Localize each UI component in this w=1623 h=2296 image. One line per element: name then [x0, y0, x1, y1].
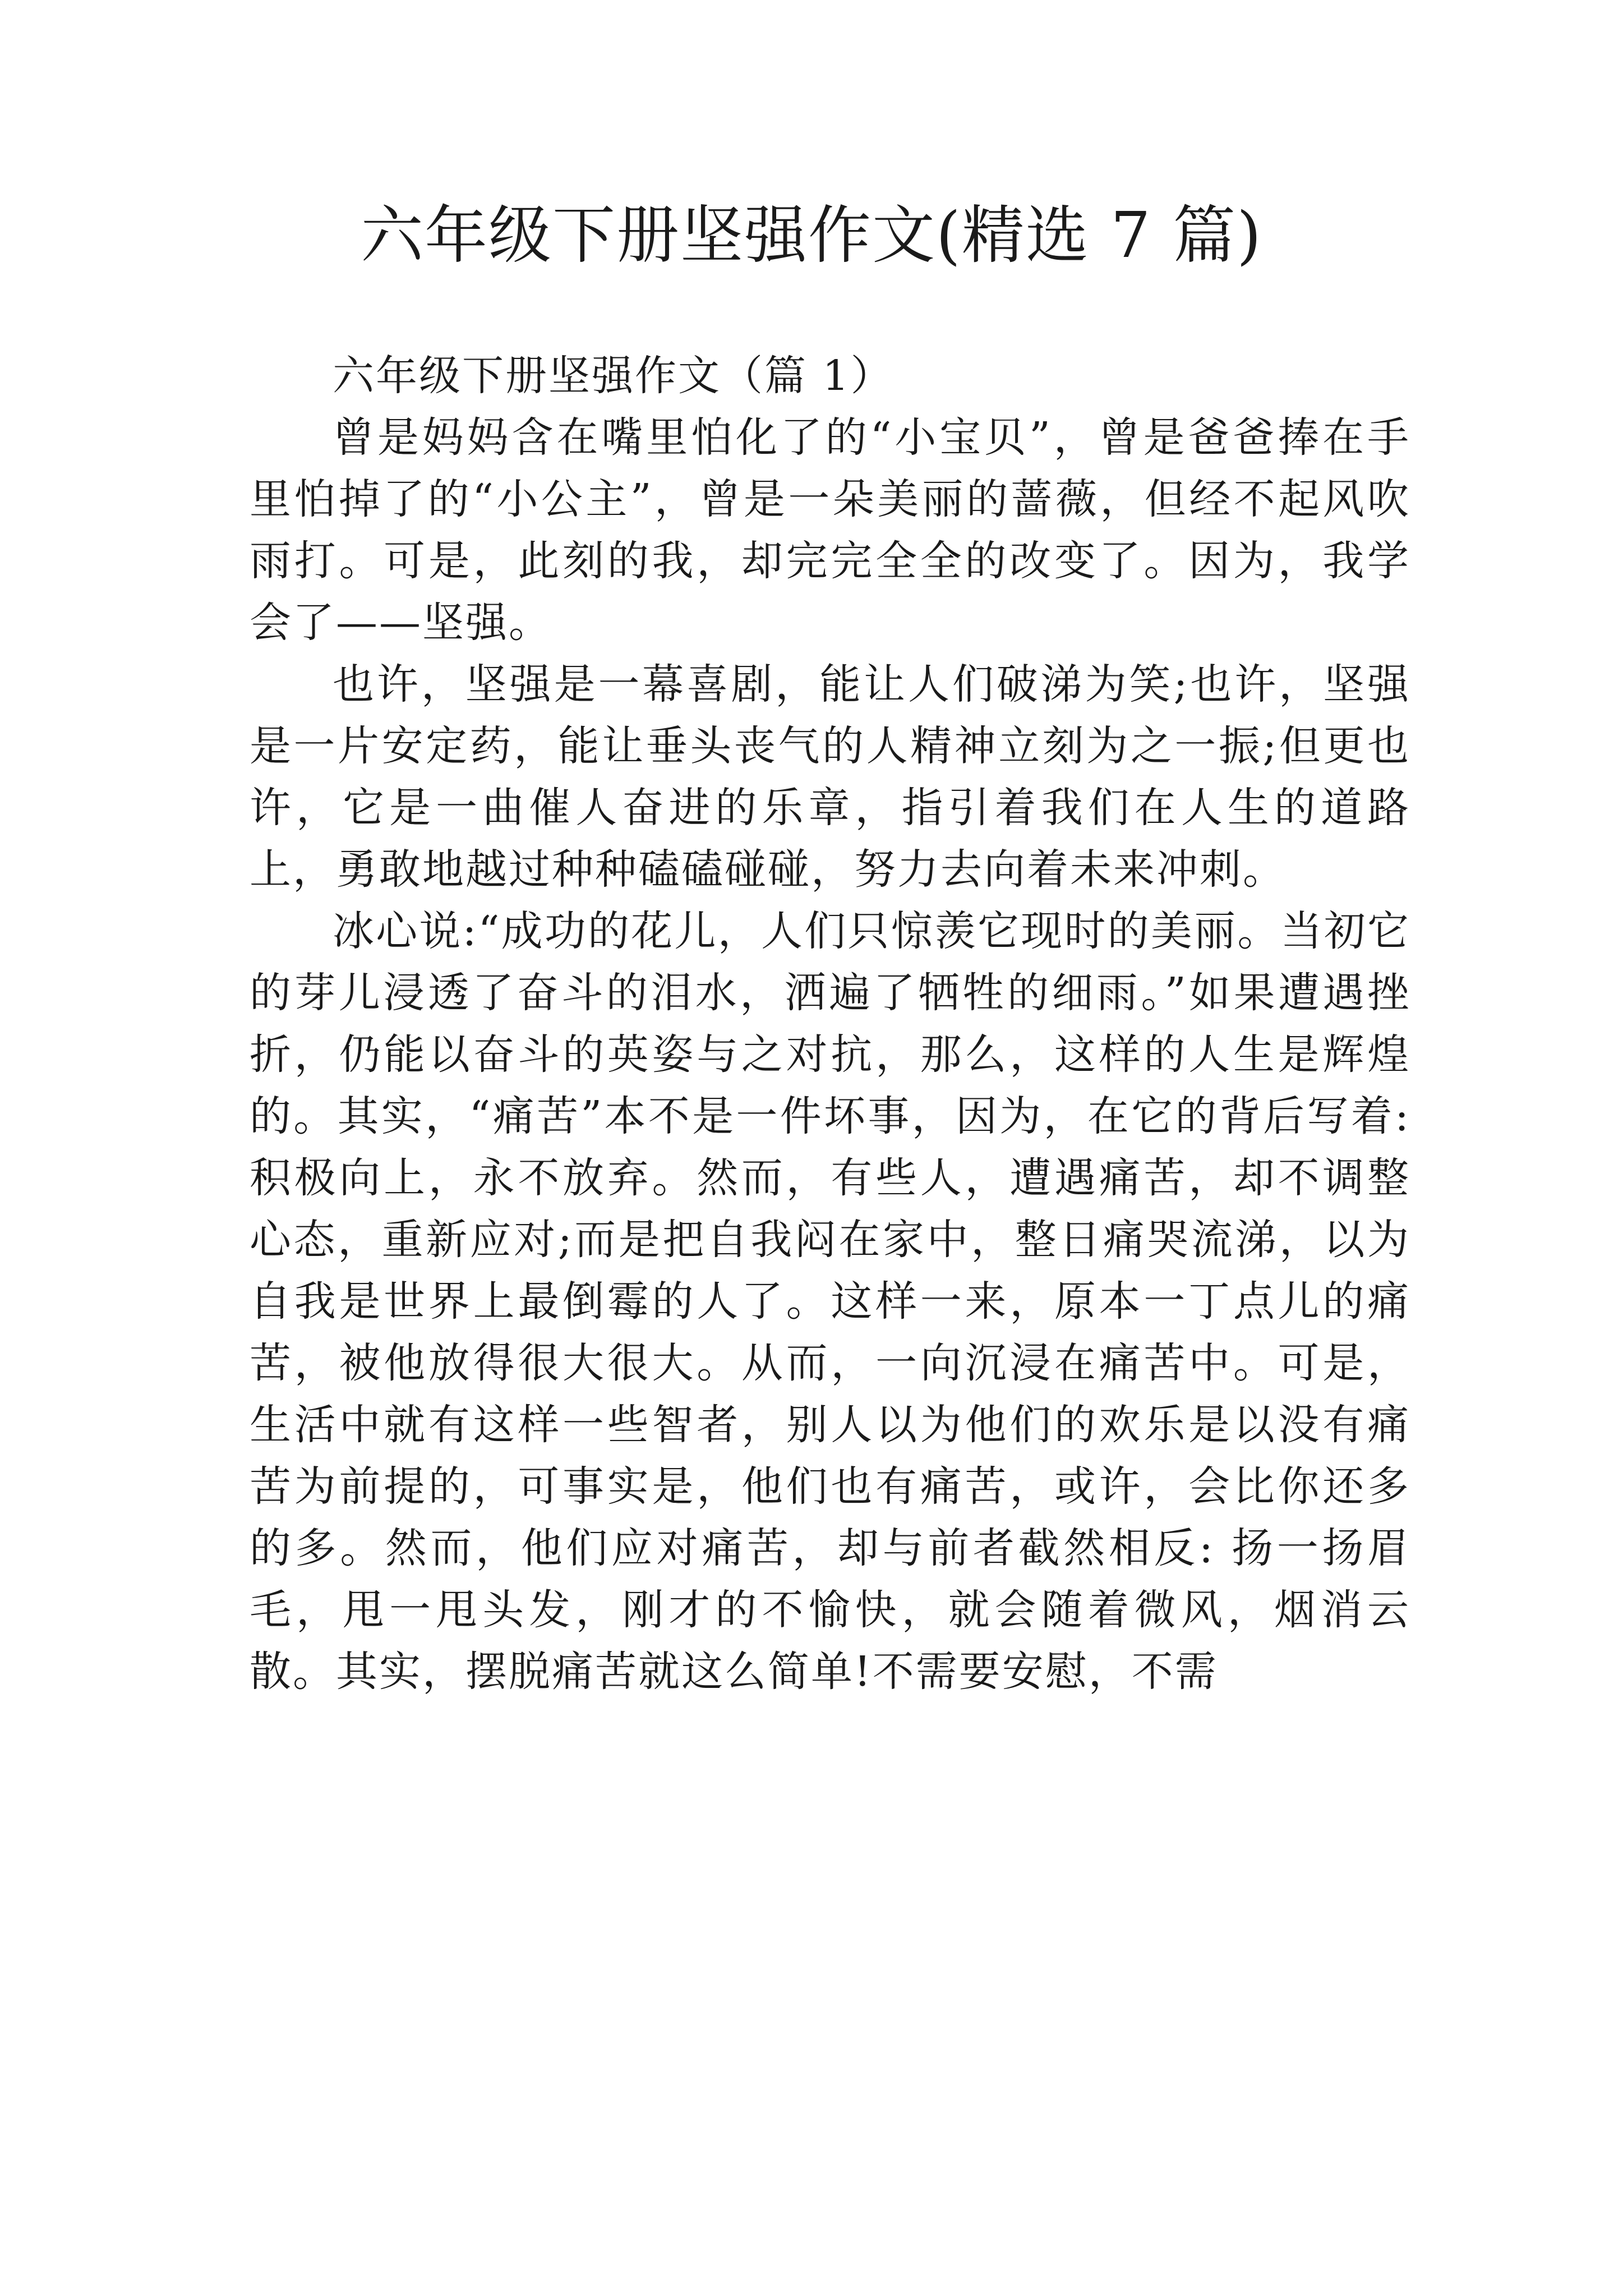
paragraph-1: 曾是妈妈含在嘴里怕化了的“小宝贝”，曾是爸爸捧在手里怕掉了的“小公主”，曾是一朵美丽的蔷薇，但经不起风吹雨打。可是，此刻的我，却完完全全的改变了。因为，我学会了——坚强。: [250, 413, 1410, 647]
document-title: 六年级下册坚强作文(精选 7 篇): [361, 199, 1262, 272]
document-body: [250, 345, 1410, 1703]
paragraph-2: 也许，坚强是一幕喜剧，能让人们破涕为笑;也许，坚强是一片安定药，能让垂头丧气的人精神立刻为之一振;但更也许，它是一曲催人奋进的乐章，指引着我们在人生的道路上，勇敢地越过种种磕磕碰碰，努力去向着未来冲刺。: [250, 660, 1410, 894]
paragraph-3: 冰心说:“成功的花儿，人们只惊羡它现时的美丽。当初它的芽儿浸透了奋斗的泪水，洒遍了牺牲的细雨。”如果遭遇挫折，仍能以奋斗的英姿与之对抗，那么，这样的人生是辉煌的。其实，“痛苦”本不是一件坏事，因为，在它的背后写着: 积极向上，永不放弃。然而，有些人，遭遇痛苦，却不调整心态，重新应对;而是把自我闷在家中，整日痛哭流涕，以为自我是世界上最倒霉的人了。这样一来，原本一丁点儿的痛苦，被他放得很大很大。从而，一向沉浸在痛苦中。可是，生活中就有这样一些智者，别人以为他们的欢乐是以没有痛苦为前提的，可事实是，他们也有痛苦，或许，会比你还多的多。然而，他们应对痛苦，却与前者截然相反: 扬一扬眉毛，甩一甩头发，刚才的不愉快，就会随着微风，烟消云散。其实，摆脱痛苦就这么简单!不需要安慰，不需: [250, 907, 1410, 1696]
section-heading: 六年级下册坚强作文（篇 1）: [333, 352, 894, 400]
